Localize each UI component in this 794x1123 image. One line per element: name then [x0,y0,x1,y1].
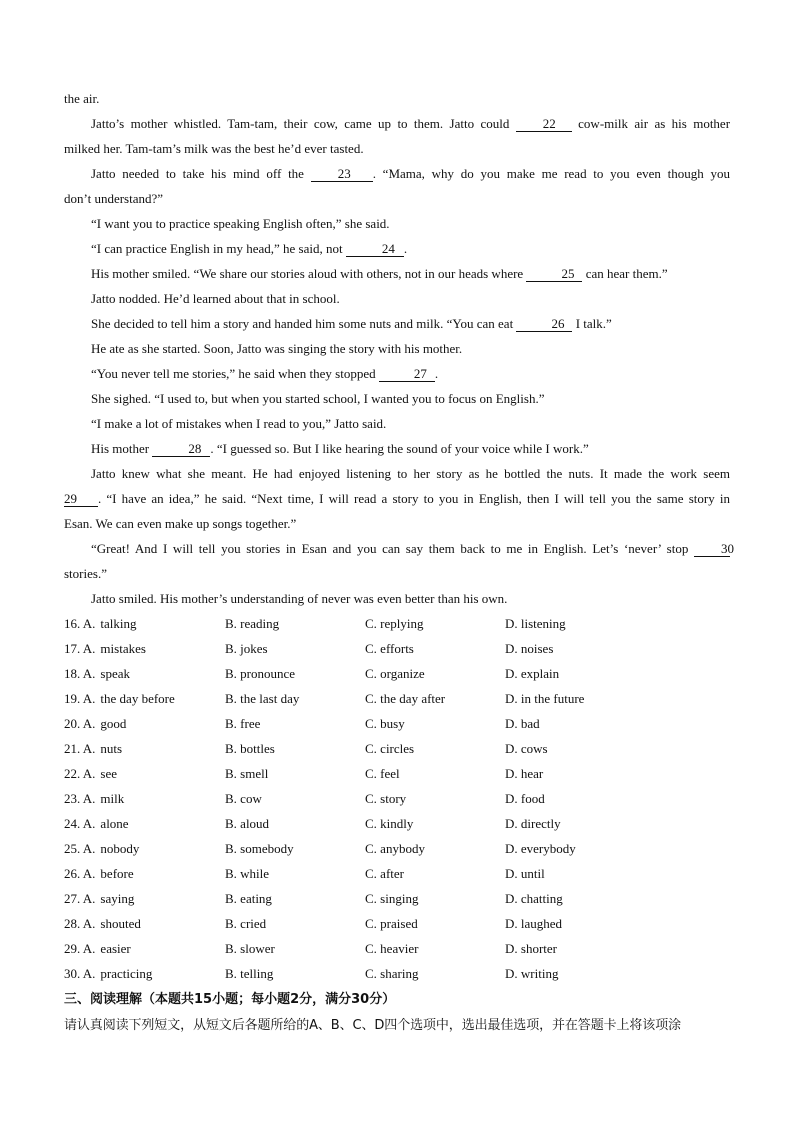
option-a-text: before [100,866,134,881]
option-a [64,736,225,761]
question-number: 19. A. [64,691,96,706]
option-a [64,836,225,861]
question-number: 27. A. [64,891,96,906]
question-number: 30. A. [64,966,96,981]
answer-blank: 30 [694,541,730,557]
passage-paragraph [64,111,730,136]
passage-line: “I make a lot of mistakes when I read to you,” Jatto said. [91,416,387,431]
option-c: C. kindly [365,816,414,831]
passage-paragraph [64,261,730,286]
option-c: C. sharing [365,966,419,981]
passage-line: Esan. We can even make up songs together.” [64,516,297,531]
question-row [64,886,730,911]
passage-paragraph [64,236,730,261]
passage-line: Jatto smiled. His mother’s understanding of never was even better than his own. [91,591,508,606]
passage-line: She sighed. “I used to, but when you started school, I wanted you to focus on English.” [91,391,545,406]
option-d: D. until [505,866,545,881]
option-a-text: see [100,766,118,781]
section-heading: 三、阅读理解（本题共15小题；每小题2分，满分30分） [64,992,396,1007]
option-a [64,961,225,986]
option-a-text: good [100,716,127,731]
question-row [64,861,730,886]
question-row [64,636,730,661]
passage-text: . “Mama, why do you make me read to you even though you [372,166,730,181]
answer-blank: 26 [516,316,572,332]
exam-page [64,86,734,1038]
option-d: D. explain [505,666,560,681]
option-a-text: milk [100,791,125,806]
option-c: C. efforts [365,641,414,656]
question-row [64,686,730,711]
option-c: C. feel [365,766,400,781]
passage-line: “I want you to practice speaking English often,” she said. [91,216,390,231]
question-list [64,611,730,986]
option-b: B. cried [225,916,267,931]
passage-text: I talk.” [575,316,612,331]
passage-text: His mother [91,441,150,456]
option-d: D. everybody [505,841,576,856]
option-b: B. smell [225,766,269,781]
option-a [64,786,225,811]
option-a-text: nobody [100,841,140,856]
option-b: B. the last day [225,691,300,706]
passage-text: Jatto’s mother whistled. Tam-tam, their cow, came up to them. Jatto could [91,116,510,131]
option-b: B. cow [225,791,262,806]
passage-text: Jatto needed to take his mind off the [91,166,304,181]
passage-line: stories.” [64,566,107,581]
answer-blank: 23 [311,166,373,182]
option-a-text: easier [100,941,131,956]
option-a-text: shouted [100,916,141,931]
passage-line: the air. [64,91,100,106]
option-d: D. laughed [505,916,563,931]
option-d: D. directly [505,816,561,831]
question-row [64,961,730,986]
question-row [64,936,730,961]
question-row [64,761,730,786]
option-d: D. noises [505,641,554,656]
option-a [64,811,225,836]
option-a-text: saying [100,891,135,906]
option-b: B. slower [225,941,275,956]
passage-paragraph [64,311,730,336]
passage-text: She decided to tell him a story and handed him some nuts and milk. “You can eat [91,316,514,331]
answer-blank: 29 [64,491,98,507]
passage-text: . [403,241,408,256]
passage-text: can hear them.” [585,266,668,281]
question-number: 17. A. [64,641,96,656]
option-d: D. bad [505,716,540,731]
question-number: 16. A. [64,616,96,631]
passage-paragraph [64,161,730,186]
option-a-text: speak [100,666,131,681]
option-a-text: alone [100,816,129,831]
answer-blank: 24 [346,241,404,257]
option-c: C. heavier [365,941,419,956]
option-c: C. story [365,791,407,806]
option-b: B. aloud [225,816,270,831]
question-number: 28. A. [64,916,96,931]
option-d: D. chatting [505,891,563,906]
option-c: C. the day after [365,691,446,706]
option-d: D. cows [505,741,548,756]
question-row [64,661,730,686]
option-c: C. organize [365,666,425,681]
option-a-text: practicing [100,966,153,981]
question-number: 24. A. [64,816,96,831]
option-a [64,761,225,786]
section-instruction: 请认真阅读下列短文，从短文后各题所给的A、B、C、D四个选项中，选出最佳选项，并在答题卡上将该项涂 [64,1018,682,1033]
option-c: C. after [365,866,404,881]
option-c: C. anybody [365,841,425,856]
option-d: D. listening [505,616,566,631]
option-c: C. circles [365,741,415,756]
option-a-text: nuts [100,741,123,756]
option-a [64,861,225,886]
passage-paragraph [64,486,730,511]
answer-blank: 27 [379,366,435,382]
option-a [64,711,225,736]
option-a [64,636,225,661]
question-row [64,811,730,836]
option-c: C. singing [365,891,419,906]
question-number: 25. A. [64,841,96,856]
passage-paragraph [64,361,730,386]
answer-blank: 22 [516,116,572,132]
passage-line: don’t understand?” [64,191,164,206]
option-b: B. reading [225,616,280,631]
answer-blank: 25 [526,266,582,282]
option-c: C. replying [365,616,424,631]
option-a-text: mistakes [100,641,146,656]
passage-text: His mother smiled. “We share our stories aloud with others, not in our heads where [91,266,524,281]
option-d: D. food [505,791,545,806]
option-b: B. eating [225,891,272,906]
passage-line: Jatto knew what she meant. He had enjoyed listening to her story as he bottled the nuts. It made the work seem [91,466,730,481]
option-b: B. somebody [225,841,294,856]
option-b: B. jokes [225,641,268,656]
question-number: 18. A. [64,666,96,681]
answer-blank: 28 [152,441,210,457]
option-b: B. free [225,716,261,731]
option-a [64,936,225,961]
passage-text: cow-milk air as his mother [578,116,731,131]
option-c: C. praised [365,916,418,931]
option-b: B. while [225,866,270,881]
question-number: 23. A. [64,791,96,806]
question-number: 20. A. [64,716,96,731]
option-a [64,911,225,936]
passage-text: “Great! And I will tell you stories in Esan and you can say them back to me in English. Let’s ‘never’ stop [91,541,689,556]
passage-text: . “I have an idea,” he said. “Next time, I will read a story to you in English, then I will tell you the same story in [98,491,730,506]
option-b: B. bottles [225,741,275,756]
option-b: B. telling [225,966,274,981]
question-row [64,786,730,811]
option-c: C. busy [365,716,405,731]
question-number: 26. A. [64,866,96,881]
option-a-text: talking [100,616,137,631]
passage-text: “You never tell me stories,” he said when they stopped [91,366,376,381]
option-a [64,886,225,911]
option-a [64,661,225,686]
question-row [64,736,730,761]
option-b: B. pronounce [225,666,296,681]
option-a-text: the day before [100,691,175,706]
passage-text: . “I guessed so. But I like hearing the sound of your voice while I work.” [210,441,589,456]
passage-text: . [434,366,439,381]
option-d: D. in the future [505,691,585,706]
option-d: D. writing [505,966,559,981]
option-d: D. hear [505,766,544,781]
passage-text: “I can practice English in my head,” he said, not [91,241,343,256]
option-d: D. shorter [505,941,557,956]
option-a [64,611,225,636]
question-row [64,711,730,736]
option-a [64,686,225,711]
passage-line: Jatto nodded. He’d learned about that in school. [91,291,340,306]
question-number: 29. A. [64,941,96,956]
passage-line: milked her. Tam-tam’s milk was the best he’d ever tasted. [64,141,364,156]
question-row [64,836,730,861]
question-number: 21. A. [64,741,96,756]
question-row [64,611,730,636]
question-number: 22. A. [64,766,96,781]
passage-line: He ate as she started. Soon, Jatto was singing the story with his mother. [91,341,463,356]
passage-paragraph [64,536,734,561]
question-row [64,911,730,936]
passage-paragraph [64,436,730,461]
